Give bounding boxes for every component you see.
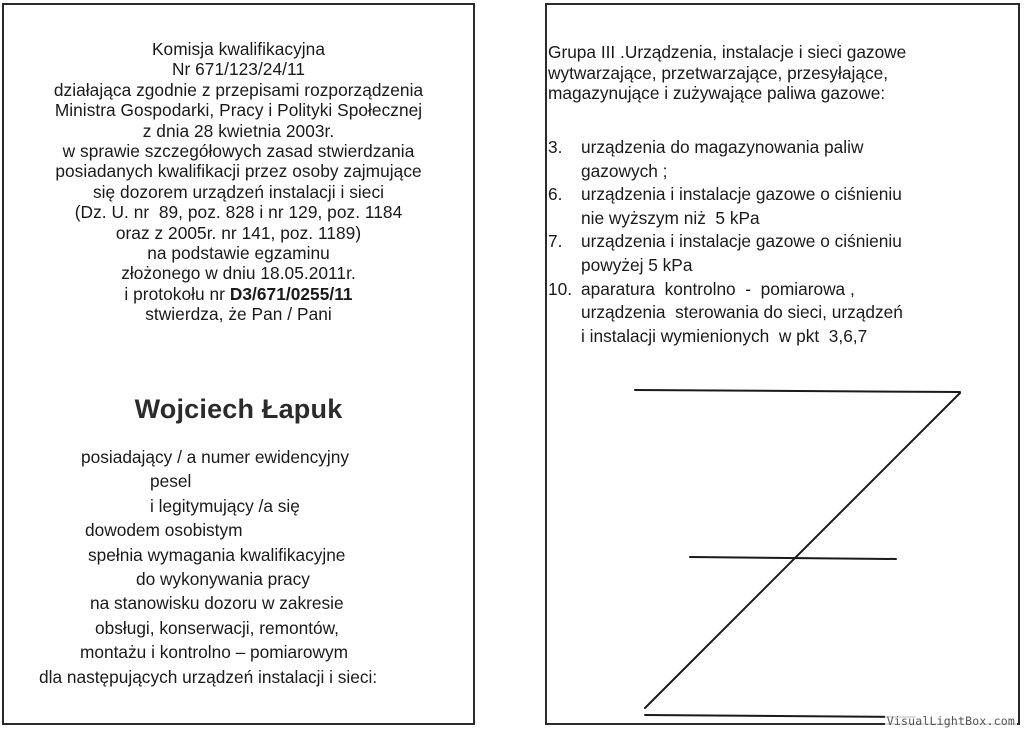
certificate-left-page [2, 3, 475, 725]
exam-basis: na podstawie egzaminu [147, 243, 330, 264]
regulation-subject-line-2: posiadanych kwalifikacji przez osoby zajmujące [55, 161, 422, 182]
ministry-line: Ministra Gospodarki, Pracy i Polityki Społecznej [54, 100, 423, 121]
regulation-date: z dnia 28 kwietnia 2003r. [142, 120, 335, 141]
work-scope-line-3: obsługi, konserwacji, remontów, [95, 617, 339, 638]
journal-reference-1: (Dz. U. nr 89, poz. 828 i nr 129, poz. 1184 [74, 202, 403, 223]
list-item [548, 230, 903, 277]
regulation-subject-line-3: się dozorem urządzeń instalacji i sieci [92, 181, 385, 202]
identity-label: i legitymujący /a się [150, 495, 300, 516]
group-heading-line-3: magazynujące i zużywające paliwa gazowe: [548, 83, 886, 104]
exam-date: złożonego w dniu 18.05.2011r. [121, 263, 356, 284]
group-heading-line-1: Grupa III .Urządzenia, instalacje i sieci gazowe [548, 42, 907, 62]
equipment-list [548, 136, 903, 348]
certificate-header [4, 39, 473, 325]
item-text-line: urządzenia sterowania do sieci, urządzeń [581, 302, 903, 323]
qualification-statement [4, 445, 473, 689]
protocol-line [4, 284, 473, 304]
item-text-line: nie wyższym niż 5 kPa [581, 207, 760, 228]
item-text-line: urządzenia do magazynowania paliw [581, 137, 864, 157]
item-text-line: powyżej 5 kPa [581, 254, 693, 275]
list-item [548, 183, 903, 230]
requirements-met: spełnia wymagania kwalifikacyjne [88, 544, 346, 565]
work-scope-line-5: dla następujących urządzeń instalacji i sieci: [39, 666, 378, 687]
id-number-label: posiadający / a numer ewidencyjny [81, 447, 350, 467]
list-item [548, 278, 903, 349]
protocol-prefix: i protokołu nr [124, 283, 230, 304]
work-scope-line-2: na stanowisku dozoru w zakresie [90, 593, 344, 614]
item-number: 10. [548, 278, 573, 299]
regulation-line: działająca zgodnie z przepisami rozporządzenia [53, 79, 424, 100]
attest-line: stwierdza, że Pan / Pani [145, 304, 332, 325]
item-text-line: aparatura kontrolno - pomiarowa , [581, 278, 855, 299]
commission-number: Nr 671/123/24/11 [171, 59, 306, 80]
pesel-label: pesel [150, 471, 192, 492]
commission-title: Komisja kwalifikacyjna [151, 39, 325, 59]
id-document-type: dowodem osobistym [85, 520, 243, 541]
item-text-line: urządzenia i instalacje gazowe o ciśnieniu [581, 231, 902, 252]
holder-name: Wojciech Łapuk [134, 394, 343, 424]
group-heading [548, 42, 906, 104]
regulation-subject-line-1: w sprawie szczegółowych zasad stwierdzania [62, 141, 415, 162]
item-number: 7. [548, 231, 563, 252]
item-text-line: urządzenia i instalacje gazowe o ciśnieniu [581, 184, 902, 205]
watermark: VisualLightBox.com [886, 714, 1015, 728]
work-scope-line-4: montażu i kontrolno – pomiarowym [80, 642, 348, 663]
work-scope-line-1: do wykonywania pracy [136, 569, 310, 590]
group-heading-line-2: wytwarzające, przetwarzające, przesyłające, [548, 62, 888, 83]
item-number: 6. [548, 184, 563, 205]
certificate-right-page [545, 3, 1020, 725]
item-text-line: i instalacji wymienionych w pkt 3,6,7 [581, 325, 868, 346]
protocol-number: D3/671/0255/11 [229, 283, 353, 304]
item-text-line: gazowych ; [581, 160, 668, 181]
journal-reference-2: oraz z 2005r. nr 141, poz. 1189) [115, 222, 362, 243]
list-item [548, 136, 903, 183]
item-number: 3. [548, 137, 563, 157]
